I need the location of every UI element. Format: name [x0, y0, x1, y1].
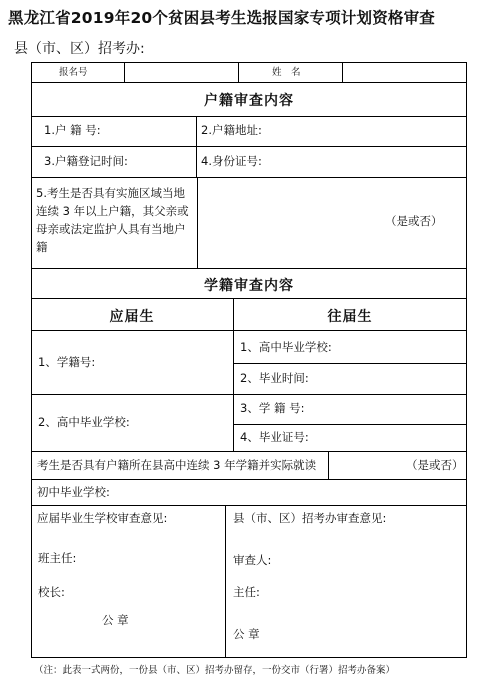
- hukou-number-label: 1.户 籍 号:: [44, 123, 101, 137]
- footnote: （注：此表一式两份，一份县（市、区）招考办留存，一份交市（行署）招考办备案）: [34, 665, 396, 676]
- middle-school-label: 初中毕业学校:: [37, 485, 110, 499]
- past-xueji-number-label: 3、学 籍 号:: [240, 401, 305, 415]
- county-seal-label: 公 章: [233, 627, 260, 641]
- hukou-yes-no: （是或否）: [385, 214, 443, 228]
- name-label: 姓 名: [272, 67, 301, 78]
- current-high-school-label: 2、高中毕业学校:: [38, 415, 130, 429]
- past-students-heading: 往届生: [327, 309, 373, 325]
- hukou-question-5: 5.考生是否具有实施区域当地连续 3 年以上户籍，其父亲或母亲或法定监护人具有当地户籍: [36, 186, 189, 254]
- xueji-section-heading: 学籍审查内容: [204, 278, 294, 294]
- director-label: 主任:: [233, 585, 260, 599]
- class-teacher-label: 班主任:: [38, 551, 77, 565]
- school-seal-label: 公 章: [102, 613, 129, 627]
- hukou-section-heading: 户籍审查内容: [204, 93, 294, 109]
- current-xueji-number-label: 1、学籍号:: [38, 355, 96, 369]
- continuous-xueji-yes-no: （是或否）: [406, 458, 464, 472]
- principal-label: 校长:: [38, 585, 65, 599]
- reviewer-label: 审查人:: [233, 553, 272, 567]
- county-opinion-title: 县（市、区）招考办审查意见:: [233, 511, 387, 525]
- past-high-school-label: 1、高中毕业学校:: [240, 340, 332, 354]
- county-office-label: 县（市、区）招考办:: [14, 41, 145, 57]
- id-number-label: 4.身份证号:: [201, 154, 262, 168]
- past-graduation-time-label: 2、毕业时间:: [240, 371, 309, 385]
- exam-number-label: 报名号: [59, 67, 88, 78]
- school-opinion-title: 应届毕业生学校审查意见:: [37, 511, 168, 525]
- hukou-address-label: 2.户籍地址:: [201, 123, 262, 137]
- past-certificate-number-label: 4、毕业证号:: [240, 430, 309, 444]
- form-title: 黑龙江省2019年20个贫困县考生选报国家专项计划资格审查: [8, 9, 436, 27]
- current-students-heading: 应届生: [109, 309, 155, 325]
- registration-time-label: 3.户籍登记时间:: [44, 154, 128, 168]
- continuous-xueji-question: 考生是否具有户籍所在县高中连续 3 年学籍并实际就读: [37, 458, 317, 472]
